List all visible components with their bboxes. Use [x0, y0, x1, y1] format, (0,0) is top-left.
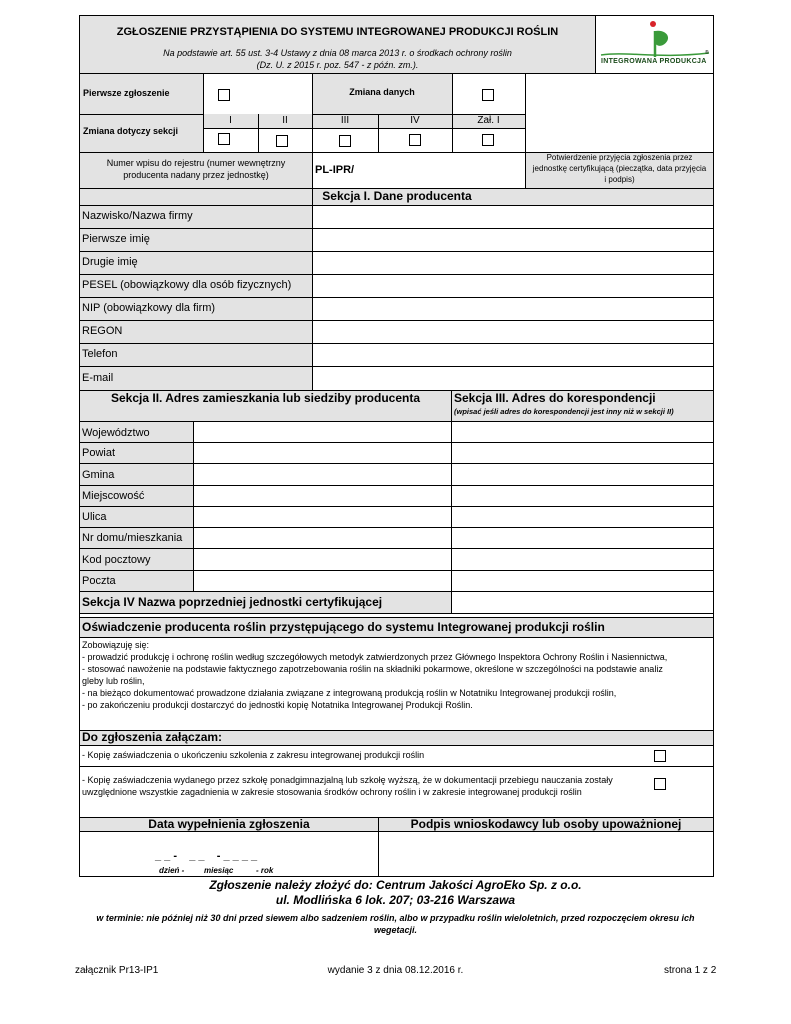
confirmation-label-line2: jednostkę certyfikującą (pieczątka, data przyjęcia: [532, 164, 707, 173]
grid-line: [203, 128, 525, 129]
address-commune-input[interactable]: [194, 464, 450, 484]
date-label: Data wypełnienia zgłoszenia: [148, 817, 310, 831]
grid-line: [452, 73, 453, 114]
declaration-line-6: - po zakończeniu produkcji dostarczyć do jednostki kopię Notatnika Integrowanej Produkcji Roślin.: [82, 700, 473, 710]
attachment-school-checkbox[interactable]: [654, 778, 666, 790]
address-street-input[interactable]: [194, 507, 450, 527]
section-4-checkbox[interactable]: [409, 134, 421, 146]
footer-edition: wydanie 3 z dnia 08.12.2016 r.: [327, 965, 464, 976]
declaration-line-1: Zobowiązuję się:: [82, 640, 150, 650]
first-name-input[interactable]: [313, 229, 713, 250]
section3-note: (wpisać jeśli adres do korespondencji jest inny niż w sekcji II): [454, 407, 674, 416]
field-first-name-label: Pierwsze imię: [82, 233, 150, 245]
previous-certifier-input[interactable]: [452, 592, 713, 612]
attachment-training-label: - Kopię zaświadczenia o ukończeniu szkolenia z zakresu integrowanej produkcji roślin: [82, 750, 425, 760]
address-postal-code-input[interactable]: [194, 549, 450, 569]
field-name-label: Nazwisko/Nazwa firmy: [82, 210, 193, 222]
address-voivodeship-label: Województwo: [82, 427, 150, 439]
section-label-3: III: [340, 115, 350, 126]
registry-number-label-line1: Numer wpisu do rejestru (numer wewnętrzny: [106, 158, 286, 168]
email-input[interactable]: [313, 367, 713, 389]
attachments-title: Do zgłoszenia załączam:: [82, 730, 223, 744]
address-post-office-input[interactable]: [194, 571, 450, 591]
section3-title: Sekcja III. Adres do korespondencji: [454, 391, 656, 405]
section-2-checkbox[interactable]: [276, 135, 288, 147]
grid-line: [595, 15, 596, 73]
attachment-checkbox[interactable]: [482, 134, 494, 146]
regon-input[interactable]: [313, 321, 713, 342]
address-post-office-label: Poczta: [82, 575, 116, 587]
submit-term-line2: wegetacji.: [373, 925, 418, 935]
registry-number-input[interactable]: PL-IPR/: [315, 164, 355, 176]
grid-line: [79, 73, 714, 74]
confirmation-label-line3: i podpis): [604, 175, 635, 184]
leaf-logo-icon: [597, 17, 713, 61]
data-change-label: Zmiana danych: [349, 87, 415, 97]
nip-input[interactable]: [313, 298, 713, 319]
date-month-caption: miesiąc: [204, 866, 234, 875]
attachment-school-label-line2: uwzględnione wszystkie zagadnienia w zakresie stosowania środków ochrony roślin i w zakresie integrowanej produkcji roślin: [82, 787, 582, 797]
declaration-line-4: gleby lub roślin,: [82, 676, 145, 686]
field-nip-label: NIP (obowiązkowy dla firm): [82, 302, 216, 314]
phone-input[interactable]: [313, 344, 713, 365]
correspondence-city-input[interactable]: [452, 486, 713, 506]
legal-basis-line1: Na podstawie art. 55 ust. 3-4 Ustawy z dnia 08 marca 2013 r. o środkach ochrony roślin: [163, 48, 512, 58]
address-commune-label: Gmina: [82, 469, 115, 481]
correspondence-postal-code-input[interactable]: [452, 549, 713, 569]
correspondence-county-input[interactable]: [452, 443, 713, 463]
address-house-number-label: Nr domu/mieszkania: [82, 532, 183, 544]
field-email-label: E-mail: [82, 372, 114, 384]
address-city-label: Miejscowość: [82, 490, 145, 502]
correspondence-street-input[interactable]: [452, 507, 713, 527]
grid-line: [79, 613, 714, 614]
pesel-input[interactable]: [313, 275, 713, 296]
address-county-label: Powiat: [82, 447, 116, 459]
section-label-1: I: [229, 115, 232, 126]
address-street-label: Ulica: [82, 511, 107, 523]
address-house-number-input[interactable]: [194, 528, 450, 548]
address-postal-code-label: Kod pocztowy: [82, 554, 151, 566]
correspondence-voivodeship-input[interactable]: [452, 422, 713, 442]
section-3-checkbox[interactable]: [339, 135, 351, 147]
form-title: ZGŁOSZENIE PRZYSTĄPIENIA DO SYSTEMU INTEGROWANEJ PRODUKCJI ROŚLIN: [116, 26, 559, 38]
correspondence-commune-input[interactable]: [452, 464, 713, 484]
grid-line: [79, 114, 203, 115]
second-name-input[interactable]: [313, 252, 713, 273]
attachment-school-label-line1: - Kopię zaświadczenia wydanego przez szkołę ponadgimnazjalną lub szkołę wyższą, że w dokumentacji przebiegu nauczania zostały: [82, 775, 613, 785]
signature-label: Podpis wnioskodawcy lub osoby upoważnionej: [410, 817, 682, 831]
date-year-caption: - rok: [256, 866, 274, 875]
logo-text: INTEGROWANA PRODUKCJA: [601, 58, 707, 65]
address-city-input[interactable]: [194, 486, 450, 506]
grid-line: [79, 637, 714, 638]
section-label-4: IV: [410, 115, 420, 126]
legal-basis-line2: (Dz. U. z 2015 r. poz. 547 - z późn. zm.).: [256, 60, 419, 70]
correspondence-house-number-input[interactable]: [452, 528, 713, 548]
section-1-checkbox[interactable]: [218, 133, 230, 145]
declaration-line-3: - stosować nawożenie na podstawie faktycznego zapotrzebowania roślin na składniki pokarmowe, określone w szczególności na podstawie analiz: [82, 664, 663, 674]
section-label-2: II: [282, 115, 288, 126]
submit-address-line2: ul. Modlińska 6 lok. 207; 03-216 Warszawa: [275, 893, 516, 907]
section1-title: Sekcja I. Dane producenta: [322, 189, 472, 203]
submit-term-line1: w terminie: nie później niż 30 dni przed siewem albo sadzeniem roślin, albo w przypadku roślin wieloletnich, przed rozpoczęciem okresu ich: [96, 913, 695, 923]
footer-attachment-id: załącznik Pr13-IP1: [75, 965, 159, 976]
date-input[interactable]: _ _ - _ _ - _ _ _ _: [155, 850, 258, 862]
footer-page-number: strona 1 z 2: [664, 965, 717, 976]
address-county-input[interactable]: [194, 443, 450, 463]
confirmation-label-line1: Potwierdzenie przyjęcia zgłoszenia przez: [546, 153, 693, 162]
grid-line: [79, 617, 714, 618]
submit-address-line1: Zgłoszenie należy złożyć do: Centrum Jakości AgroEko Sp. z o.o.: [209, 878, 582, 892]
first-registration-checkbox[interactable]: [218, 89, 230, 101]
declaration-line-2: - prowadzić produkcję i ochronę roślin według szczegółowych metodyk zatwierdzonych przez Głównego Inspektora Ochrony Roślin i Nasiennictwa,: [82, 652, 668, 662]
data-change-checkbox[interactable]: [482, 89, 494, 101]
section2-title: Sekcja II. Adres zamieszkania lub siedziby producenta: [111, 391, 420, 405]
grid-line: [79, 745, 714, 746]
change-sections-label: Zmiana dotyczy sekcji: [83, 126, 179, 136]
address-voivodeship-input[interactable]: [194, 422, 450, 442]
logo-registered-mark: ®: [705, 50, 709, 56]
section4-title: Sekcja IV Nazwa poprzedniej jednostki certyfikującej: [82, 595, 383, 609]
grid-line: [79, 766, 714, 767]
signature-field[interactable]: [379, 832, 713, 876]
declaration-title: Oświadczenie producenta roślin przystępującego do systemu Integrowanej produkcji roślin: [82, 620, 605, 634]
declaration-line-5: - na bieżąco dokumentować prowadzone działania związane z integrowaną produkcją roślin w Notatniku Integrowanej produkcji roślin,: [82, 688, 617, 698]
attachment-training-checkbox[interactable]: [654, 750, 666, 762]
section-label-attachment: Zał. I: [477, 115, 500, 126]
integrated-production-logo: [597, 17, 713, 72]
grid-line: [203, 73, 204, 152]
first-registration-label: Pierwsze zgłoszenie: [83, 88, 170, 98]
field-regon-label: REGON: [82, 325, 123, 337]
registry-number-label-line2: producenta nadany przez jednostkę): [123, 170, 269, 180]
name-input[interactable]: [313, 206, 713, 227]
correspondence-post-office-input[interactable]: [452, 571, 713, 591]
field-phone-label: Telefon: [82, 348, 118, 360]
field-second-name-label: Drugie imię: [82, 256, 138, 268]
field-pesel-label: PESEL (obowiązkowy dla osób fizycznych): [82, 279, 292, 291]
date-day-caption: dzień -: [159, 866, 185, 875]
